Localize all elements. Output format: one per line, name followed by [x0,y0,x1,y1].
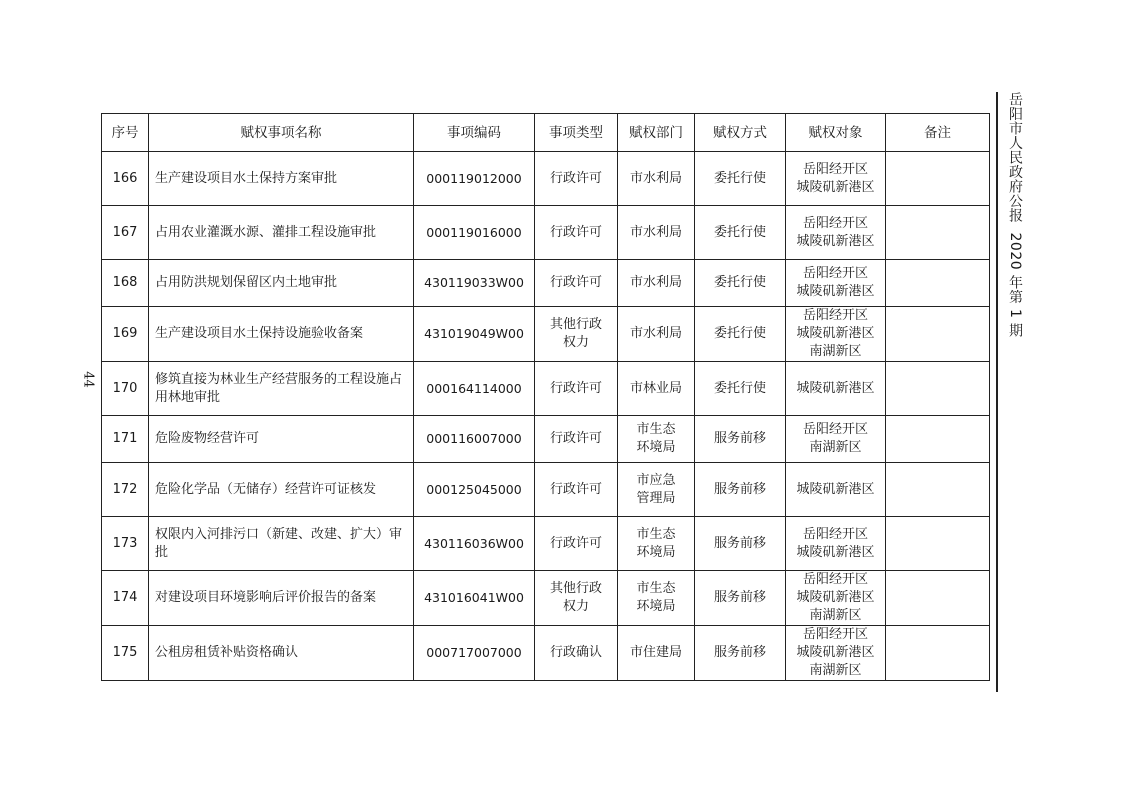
row-number: 166 [102,152,149,206]
empowerment-target-line: 城陵矶新港区 [796,590,875,605]
empowerment-target-line: 岳阳经开区 [802,627,868,642]
department [618,152,695,206]
empowerment-target-line: 岳阳经开区 [802,308,868,323]
item-type-line: 其他行政 [549,317,602,332]
item-type-line: 行政许可 [549,380,602,396]
row-number: 170 [102,362,149,416]
empowerment-target-line: 城陵矶新港区 [796,544,875,560]
department-line: 市水利局 [629,275,682,290]
item-code: 000116007000 [414,416,535,463]
item-type [535,416,618,463]
item-type-line: 行政许可 [549,481,602,497]
empowerment-target [786,517,886,571]
item-name: 权限内入河排污口（新建、改建、扩大）审批 [149,517,414,571]
table-row [102,463,990,517]
empowerment-target-line: 城陵矶新港区 [796,179,875,195]
department [618,307,695,362]
remarks [886,206,990,260]
remarks [886,260,990,307]
remarks [886,362,990,416]
empowerment-method: 服务前移 [695,416,786,463]
item-name: 对建设项目环境影响后评价报告的备案 [149,571,414,626]
department-line: 环境局 [636,440,676,455]
table-row [102,517,990,571]
department-line: 市生态 [636,422,676,437]
empowerment-target [786,416,886,463]
department-line: 管理局 [636,490,676,506]
empowerment-target [786,571,886,626]
item-code: 000119016000 [414,206,535,260]
department [618,463,695,517]
header-row [102,114,990,152]
empowerment-target-line: 南湖新区 [809,440,862,455]
remarks [886,152,990,206]
table-row [102,626,990,681]
row-number: 169 [102,307,149,362]
remarks [886,307,990,362]
empowerment-target-line: 城陵矶新港区 [796,481,875,497]
department-line: 市生态 [636,526,676,542]
item-code: 430119033W00 [414,260,535,307]
item-type [535,463,618,517]
empowerment-method: 委托行使 [695,206,786,260]
item-type-line: 行政许可 [549,224,602,240]
item-name: 占用防洪规划保留区内土地审批 [149,260,414,307]
empowerment-target-line: 城陵矶新港区 [796,380,875,396]
department-line: 市应急 [636,472,676,488]
item-type-line: 权力 [562,599,589,614]
remarks [886,517,990,571]
table-row [102,416,990,463]
running-header [1003,92,1025,338]
row-number: 171 [102,416,149,463]
empowerment-target-line: 城陵矶新港区 [796,326,875,341]
item-name: 生产建设项目水土保持设施验收备案 [149,307,414,362]
empowerment-method: 服务前移 [695,463,786,517]
empowerment-method: 委托行使 [695,260,786,307]
table-row [102,152,990,206]
department-line: 市住建局 [629,645,682,660]
publication-title: 岳阳市人民政府公报 [1007,92,1023,223]
empowerment-target-line: 岳阳经开区 [802,572,868,587]
department [618,206,695,260]
item-type-line: 行政确认 [549,645,602,660]
department [618,571,695,626]
remarks [886,416,990,463]
department-line: 环境局 [636,599,676,614]
department-line: 环境局 [636,544,676,560]
empowerment-target-line: 城陵矶新港区 [796,645,875,660]
row-number: 173 [102,517,149,571]
empowerment-target [786,626,886,681]
department [618,362,695,416]
issue-label: 2020 年第 1 期 [1007,232,1023,338]
table-row [102,206,990,260]
item-name: 修筑直接为林业生产经营服务的工程设施占用林地审批 [149,362,414,416]
item-type [535,260,618,307]
remarks [886,626,990,681]
empowerment-target [786,463,886,517]
item-code: 430116036W00 [414,517,535,571]
department [618,416,695,463]
department-line: 市水利局 [629,170,682,186]
empowerment-target-line: 岳阳经开区 [802,526,868,542]
department [618,517,695,571]
header-cell: 事项类型 [535,114,618,152]
empowerment-method: 服务前移 [695,626,786,681]
item-type [535,362,618,416]
remarks [886,463,990,517]
table-row [102,260,990,307]
header-cell: 序号 [102,114,149,152]
empowerment-target-line: 南湖新区 [809,344,862,359]
empowerment-target [786,206,886,260]
empowerment-target-line: 岳阳经开区 [802,266,868,281]
empowerment-target-line: 城陵矶新港区 [796,233,875,249]
empowerment-method: 委托行使 [695,362,786,416]
item-code: 000125045000 [414,463,535,517]
item-type-line: 权力 [562,335,589,350]
empowerment-method: 服务前移 [695,571,786,626]
item-type-line: 行政许可 [549,431,602,446]
empowerment-table [101,113,990,681]
item-name: 公租房租赁补贴资格确认 [149,626,414,681]
empowerment-target [786,260,886,307]
item-type [535,206,618,260]
item-type [535,152,618,206]
department-line: 市林业局 [629,380,682,396]
page-number: 44 [80,371,96,388]
header-cell: 赋权对象 [786,114,886,152]
empowerment-target [786,152,886,206]
empowerment-method: 委托行使 [695,307,786,362]
item-code: 431019049W00 [414,307,535,362]
table-row [102,362,990,416]
item-type [535,626,618,681]
item-code: 000119012000 [414,152,535,206]
row-number: 175 [102,626,149,681]
department-line: 市水利局 [629,326,682,341]
item-type-line: 行政许可 [549,275,602,290]
row-number: 168 [102,260,149,307]
table-row [102,571,990,626]
department [618,260,695,307]
row-number: 167 [102,206,149,260]
empowerment-target [786,307,886,362]
department-line: 市生态 [636,581,676,596]
empowerment-method: 服务前移 [695,517,786,571]
empowerment-target-line: 岳阳经开区 [802,422,868,437]
item-type [535,517,618,571]
header-cell: 事项编码 [414,114,535,152]
header-cell: 赋权部门 [618,114,695,152]
table-row [102,307,990,362]
empowerment-target-line: 城陵矶新港区 [796,284,875,299]
empowerment-target [786,362,886,416]
item-name: 危险化学品（无储存）经营许可证核发 [149,463,414,517]
item-code: 000717007000 [414,626,535,681]
item-type-line: 其他行政 [549,581,602,596]
row-number: 172 [102,463,149,517]
item-name: 生产建设项目水土保持方案审批 [149,152,414,206]
header-cell: 赋权事项名称 [149,114,414,152]
empowerment-target-line: 岳阳经开区 [802,215,868,231]
empowerment-method: 委托行使 [695,152,786,206]
row-number: 174 [102,571,149,626]
item-code: 431016041W00 [414,571,535,626]
department [618,626,695,681]
remarks [886,571,990,626]
empowerment-target-line: 岳阳经开区 [802,161,868,177]
item-name: 占用农业灌溉水源、灌排工程设施审批 [149,206,414,260]
header-rule [996,92,998,692]
header-cell: 赋权方式 [695,114,786,152]
item-type-line: 行政许可 [549,535,602,551]
item-type-line: 行政许可 [549,170,602,186]
item-type [535,307,618,362]
header-cell: 备注 [886,114,990,152]
department-line: 市水利局 [629,224,682,240]
empowerment-target-line: 南湖新区 [809,608,862,623]
item-name: 危险废物经营许可 [149,416,414,463]
empowerment-target-line: 南湖新区 [809,663,862,678]
item-type [535,571,618,626]
item-code: 000164114000 [414,362,535,416]
